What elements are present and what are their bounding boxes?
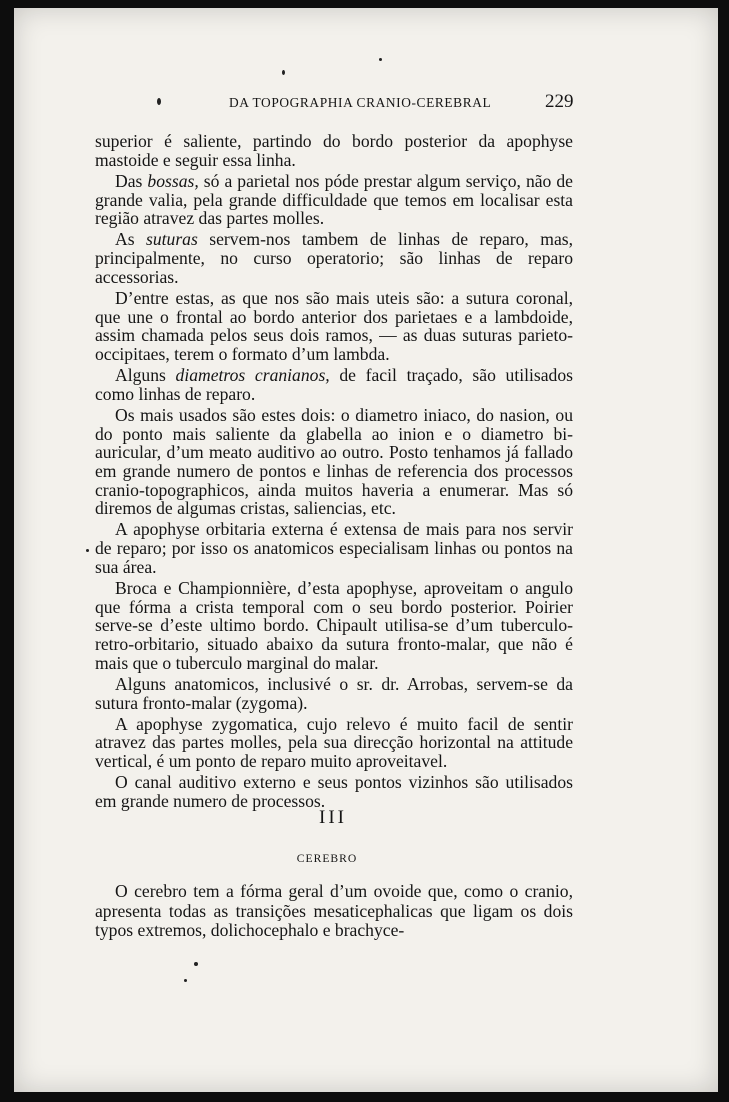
ink-speck — [184, 979, 187, 982]
paragraph: superior é saliente, partindo do bordo posterior da apophyse mastoide e seguir essa linha. — [95, 131, 573, 170]
page-number: 229 — [545, 91, 574, 112]
paragraph: Broca e Championnière, d’esta apophyse, aproveitam o angulo que fórma a crista temporal com o seu bordo posterior. Poirier serve-se d’este ultimo bordo. Chipault utilisa-se d’um tuberculo-retro-orbitario, situado abaixo da sutura fronto-malar, que não é mais que o tuberculo marginal do malar. — [95, 577, 573, 673]
italic-term: diametros cranianos, — [175, 365, 330, 385]
paragraph: O canal auditivo externo e seus pontos vizinhos são utilisados em grande numero de processos. — [95, 772, 573, 811]
paragraph: Os mais usados são estes dois: o diametro iniaco, do nasion, ou do ponto mais saliente da glabella ao inion e o diametro bi-auricular, d’um meato auditivo ao outro. Posto tenhamos já fallado em grande numero de pontos e linhas de referencia dos processos cranio-topographicos, ainda muitos haveria a enumerar. Mas só diremos de algumas cristas, saliencias, etc. — [95, 404, 573, 519]
ink-speck — [282, 70, 285, 75]
running-head — [0, 91, 729, 119]
section-title: CEREBRO — [296, 852, 358, 865]
paragraph: A apophyse zygomatica, cujo relevo é muito facil de sentir atravez das partes molles, pela sua direcção horizontal na attitude vertical, é um ponto de reparo muito aproveitavel. — [95, 713, 573, 772]
ink-speck — [379, 58, 382, 61]
paragraph: As suturas servem-nos tambem de linhas de reparo, mas, principalmente, no curso operatorio; são linhas de reparo accessorias. — [95, 229, 573, 287]
paragraph: O cerebro tem a fórma geral d’um ovoide que, como o cranio, apresenta todas as transições mesaticephalicas que ligam os dois typos extremos, dolichocephalo e brachyce- — [95, 881, 573, 940]
ink-speck — [194, 962, 198, 966]
running-title: DA TOPOGRAPHIA CRANIO-CEREBRAL — [229, 95, 492, 110]
ink-speck — [86, 549, 89, 552]
paragraph: Alguns diametros cranianos, de facil traçado, são utilisados como linhas de reparo. — [95, 365, 573, 404]
paragraph: A apophyse orbitaria externa é extensa de mais para nos servir de reparo; por isso os anatomicos especialisam linhas ou pontos na sua área. — [95, 519, 573, 577]
section-body — [95, 882, 573, 943]
paragraph: Alguns anatomicos, inclusivé o sr. dr. Arrobas, servem-se da sutura fronto-malar (zygoma). — [95, 673, 573, 713]
section-number: III — [319, 807, 347, 828]
body-text — [95, 132, 573, 813]
paragraph: D’entre estas, as que nos são mais uteis são: a sutura coronal, que une o frontal ao bordo anterior dos parietaes e a lambdoide, assim chamada pelos seus dois ramos, — as duas suturas parieto-occipitaes, terem o formato d’um lambda. — [95, 287, 573, 364]
italic-term: suturas — [146, 229, 198, 250]
italic-term: bossas, — [147, 170, 199, 191]
paragraph: Das bossas, só a parietal nos póde prestar algum serviço, não de grande valia, pela grande difficuldade que temos em localisar esta região atravez das partes molles. — [95, 170, 573, 229]
